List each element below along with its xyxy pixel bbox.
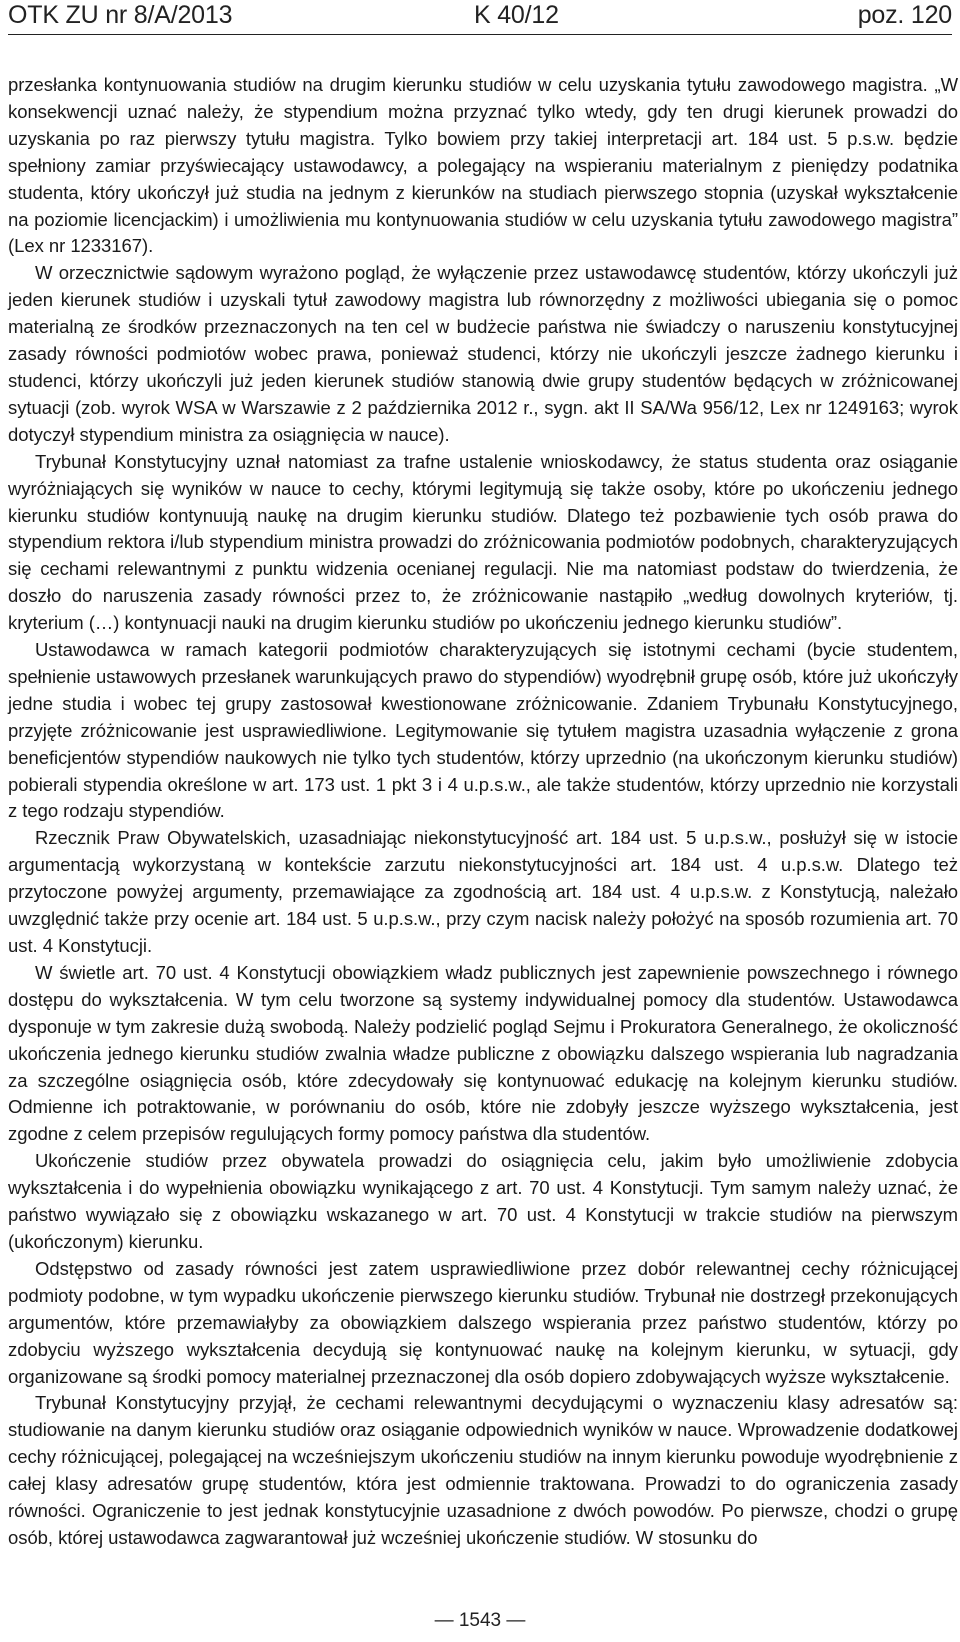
paragraph: Trybunał Konstytucyjny przyjął, że cechami relewantnymi decydującymi o wyznaczeniu klasy adresatów są: studiowanie na danym kierunku studiów oraz osiąganie odpowiednich wyników w nauce. Wprowadzenie dodatkowej cechy różnicującej, polegającej na wcześniejszym ukończeniu studiów na innym kierunku powoduje wyodrębnienie z całej klasy adresatów grupę studentów, która jest odmiennie traktowana. Prowadzi to do ograniczenia zasady równości. Ograniczenie to jest jednak konstytucyjnie uzasadnione z dwóch powodów. Po pierwsze, chodzi o grupę osób, której ustawodawca zagwarantował już wcześniej ukończenie studiów. W stosunku do <box>8 1392 958 1548</box>
paragraph: Ukończenie studiów przez obywatela prowadzi do osiągnięcia celu, jakim było umożliwienie zdobycia wykształcenia i do wypełnienia obowiązku wynikającego z art. 70 ust. 4 Konstytucji. Tym samym należy uznać, że państwo wywiązało się z obowiązku wskazanego w art. 70 ust. 4 Konstytucji w trakcie studiów na pierwszym (ukończonym) kierunku. <box>8 1150 958 1252</box>
journal-reference: OTK ZU nr 8/A/2013 <box>8 1 233 29</box>
page-number: — 1543 — <box>434 1610 526 1631</box>
paragraph: Rzecznik Praw Obywatelskich, uzasadniając niekonstytucyjność art. 184 ust. 5 u.p.s.w., posłużył się w istocie argumentacją wykorzystaną w kontekście zarzutu niekonstytucyjności art. 184 ust. 4 u.p.s.w. Dlatego też przytoczone powyżej argumenty, przemawiające za zgodnością art. 184 ust. 4 u.p.s.w. z Konstytucją, należało uwzględnić także przy ocenie art. 184 ust. 5 u.p.s.w., przy czym nacisk należy położyć na sposób rozumienia art. 70 ust. 4 Konstytucji. <box>8 827 958 956</box>
paragraph: W świetle art. 70 ust. 4 Konstytucji obowiązkiem władz publicznych jest zapewnienie powszechnego i równego dostępu do wykształcenia. W tym celu tworzone są systemy indywidualnej pomocy dla studentów. Ustawodawca dysponuje w tym zakresie dużą swobodą. Należy podzielić pogląd Sejmu i Prokuratora Generalnego, że okoliczność ukończenia jednego kierunku studiów zwalnia władze publiczne z obowiązku dalszego wspierania lub nagradzania za szczególne osiągnięcia osób, które zdecydowały się kontynuować edukację na kolejnym kierunku studiów. Odmienne ich potraktowanie, w porównaniu do osób, które nie zdobyły jeszcze wyższego wykształcenia, jest zgodne z celem przepisów regulujących formy pomocy państwa dla studentów. <box>8 961 958 1145</box>
paragraph: Odstępstwo od zasady równości jest zatem usprawiedliwione przez dobór relewantnej cechy różnicującej podmioty podobne, w tym wypadku ukończenie pierwszego kierunku studiów. Trybunał nie dostrzegł przekonujących argumentów, które przemawiałyby za obowiązkiem dalszego wspierania przez państwo studentów, którzy po zdobyciu wyższego wykształcenia decydują się kontynuować naukę na kolejnym kierunku, w sytuacji, gdy organizowane są środki pomocy materialnej przeznaczonej dla osób dopiero zdobywających wyższe wykształcenie. <box>8 1257 958 1387</box>
paragraph: Ustawodawca w ramach kategorii podmiotów charakteryzujących się istotnymi cechami (bycie studentem, spełnienie ustawowych przesłanek warunkujących prawo do stypendiów) wyodrębnił grupę osób, które już ukończyły jedne studia i wobec tej grupy zastosował kwestionowane zróżnicowanie. Zdaniem Trybunału Konstytucyjnego, przyjęte zróżnicowanie jest usprawiedliwione. Legitymowanie się tytułem magistra uzasadnia wyłączenie z grona beneficjentów stypendiów naukowych nie tylko tych studentów, którzy uprzednio (na ukończonym kierunku studiów) pobierali stypendia określone w art. 173 ust. 1 pkt 3 i 4 u.p.s.w., ale także studentów, którzy uprzednio nie korzystali z tego rodzaju stypendiów. <box>8 639 958 822</box>
paragraph-continuation: przesłanka kontynuowania studiów na drugim kierunku studiów w celu uzyskania tytułu zawodowego magistra. „W konsekwencji uznać należy, że stypendium można przyznać tylko wtedy, gdy ten drugi kierunek prowadzi do uzyskania po raz pierwszy tytułu magistra. Tylko bowiem przy takiej interpretacji art. 184 ust. 5 p.s.w. będzie spełniony zamiar przyświecający ustawodawcy, a polegający na wspieraniu materialnym z pieniędzy podatnika studenta, który ukończył już studia na jednym z kierunków na studiach pierwszego stopnia (uzyskał wykształcenie na poziomie licencjackim) i umożliwienia mu kontynuowania studiów w celu uzyskania tytułu zawodowego magistra” (Lex nr 1233167). <box>8 74 958 257</box>
paragraph: W orzecznictwie sądowym wyrażono pogląd, że wyłączenie przez ustawodawcę studentów, którzy ukończyli już jeden kierunek studiów i uzyskali tytuł zawodowy magistra lub równorzędny z możliwości ubiegania się o pomoc materialną ze środków przeznaczonych na ten cel w budżecie państwa nie świadczy o naruszeniu konstytucyjnej zasady równości podmiotów wobec prawa, ponieważ studenci, którzy nie ukończyli jeszcze żadnego kierunku i studenci, którzy ukończyli już jeden kierunek studiów stanowią dwie grupy studentów będących w zróżnicowanej sytuacji (zob. wyrok WSA w Warszawie z 2 października 2012 r., sygn. akt II SA/Wa 956/12, Lex nr 1249163; wyrok dotyczył stypendium ministra za osiągnięcia w nauce). <box>8 262 958 445</box>
paragraph: Trybunał Konstytucyjny uznał natomiast za trafne ustalenie wnioskodawcy, że status studenta oraz osiąganie wyróżniających się wyników w nauce to cechy, którymi legitymują się także osoby, które po ukończeniu jednego kierunku studiów kontynuują naukę na drugim kierunku studiów. Dlatego też pozbawienie tych osób prawa do stypendium rektora i/lub stypendium ministra prowadzi do zróżnicowania podmiotów podobnych, charakteryzujących się cechami relewantnymi z punktu widzenia ocenianej regulacji. Nie ma natomiast podstaw do twierdzenia, że doszło do naruszenia zasady równości przez to, że zróżnicowanie nastąpiło „według dowolnych kryteriów, tj. kryterium (…) kontynuacji nauki na drugim kierunku studiów po ukończeniu jednego kierunku studiów”. <box>8 450 958 634</box>
case-signature: K 40/12 <box>474 1 559 29</box>
item-number: poz. 120 <box>857 1 952 29</box>
running-header <box>8 0 952 35</box>
document-body <box>8 72 958 1552</box>
